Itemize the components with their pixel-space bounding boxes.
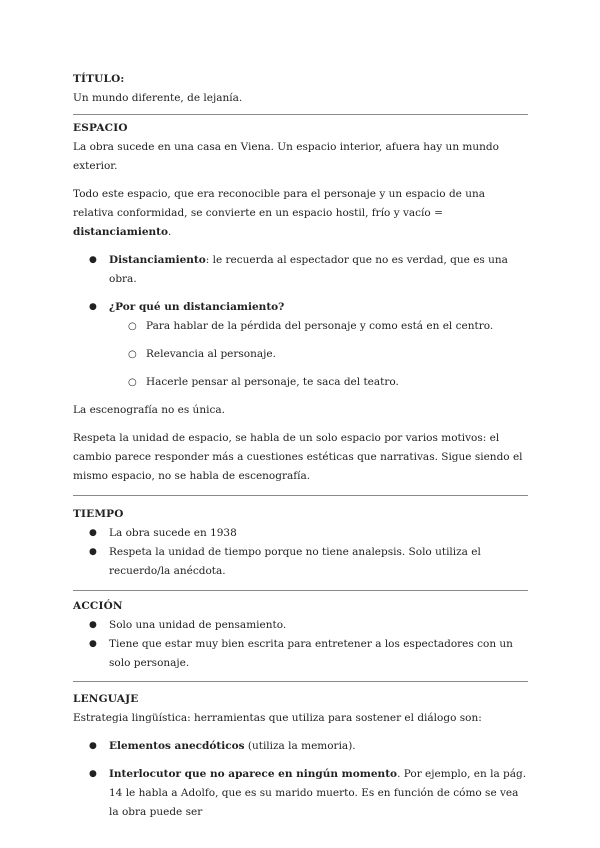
sub-list-item: ○ Hacerle pensar al personaje, te saca del teatro. — [73, 373, 528, 392]
distanciamiento-term: distanciamiento — [73, 226, 168, 238]
bullet-icon: ● — [89, 741, 97, 751]
list-item: ● Elementos anecdóticos (utiliza la memoria). — [73, 737, 528, 756]
hollow-bullet-icon: ○ — [128, 349, 137, 360]
bullet-icon: ● — [89, 547, 97, 557]
espacio-heading: ESPACIO — [73, 122, 128, 134]
espacio-paragraph-1: La obra sucede en una casa en Viena. Un espacio interior, afuera hay un mundo exterior. — [73, 141, 499, 172]
bullet-icon: ● — [89, 302, 97, 312]
bullet-icon: ● — [89, 620, 97, 630]
espacio-bullet-list — [73, 251, 528, 392]
lenguaje-bullet-list — [73, 737, 528, 822]
lenguaje-intro: Estrategia lingüística: herramientas que utiliza para sostener el diálogo son: — [73, 712, 482, 724]
list-item: ● ¿Por qué un distanciamiento? — [73, 298, 528, 317]
espacio-paragraph-3: La escenografía no es única. — [73, 404, 225, 416]
lenguaje-heading: LENGUAJE — [73, 693, 139, 705]
titulo-heading: TÍTULO: — [73, 73, 125, 85]
tiempo-heading: TIEMPO — [73, 508, 124, 520]
list-item: ● La obra sucede en 1938 — [73, 524, 528, 543]
sub-list-item: ○ Para hablar de la pérdida del personaje y como está en el centro. — [73, 317, 528, 336]
list-item: ● Distanciamiento: le recuerda al espectador que no es verdad, que es una obra. — [73, 251, 528, 289]
sub-list-item: ○ Relevancia al personaje. — [73, 345, 528, 364]
espacio-paragraph-4: Respeta la unidad de espacio, se habla de un solo espacio por varios motivos: el cambio parece responder más a cuestiones estéticas que narrativas. Sigue siendo el mismo espacio, no se habla de escenografía. — [73, 432, 523, 482]
bullet-icon: ● — [89, 639, 97, 649]
list-item: ● Solo una unidad de pensamiento. — [73, 616, 528, 635]
hollow-bullet-icon: ○ — [128, 321, 137, 332]
list-item: ● Interlocutor que no aparece en ningún momento. Por ejemplo, en la pág. 14 le habla a Adolfo, que es su marido muerto. Es en función de cómo se vea la obra puede ser — [73, 765, 528, 822]
titulo-text: Un mundo diferente, de lejanía. — [73, 92, 243, 104]
bullet-icon: ● — [89, 769, 97, 779]
document-content — [73, 70, 528, 822]
bullet-icon: ● — [89, 255, 97, 265]
espacio-paragraph-2: Todo este espacio, que era reconocible para el personaje y un espacio de una relativa conformidad, se convierte en un espacio hostil, frío y vacío = distanciamiento. — [73, 188, 486, 238]
bullet-icon: ● — [89, 528, 97, 538]
list-item: ● Respeta la unidad de tiempo porque no tiene analepsis. Solo utiliza el recuerdo/la anécdota. — [73, 543, 528, 581]
accion-heading: ACCIÓN — [73, 600, 123, 612]
accion-bullet-list — [73, 616, 528, 673]
list-item: ● Tiene que estar muy bien escrita para entretener a los espectadores con un solo personaje. — [73, 635, 528, 673]
hollow-bullet-icon: ○ — [128, 377, 137, 388]
tiempo-bullet-list — [73, 524, 528, 581]
